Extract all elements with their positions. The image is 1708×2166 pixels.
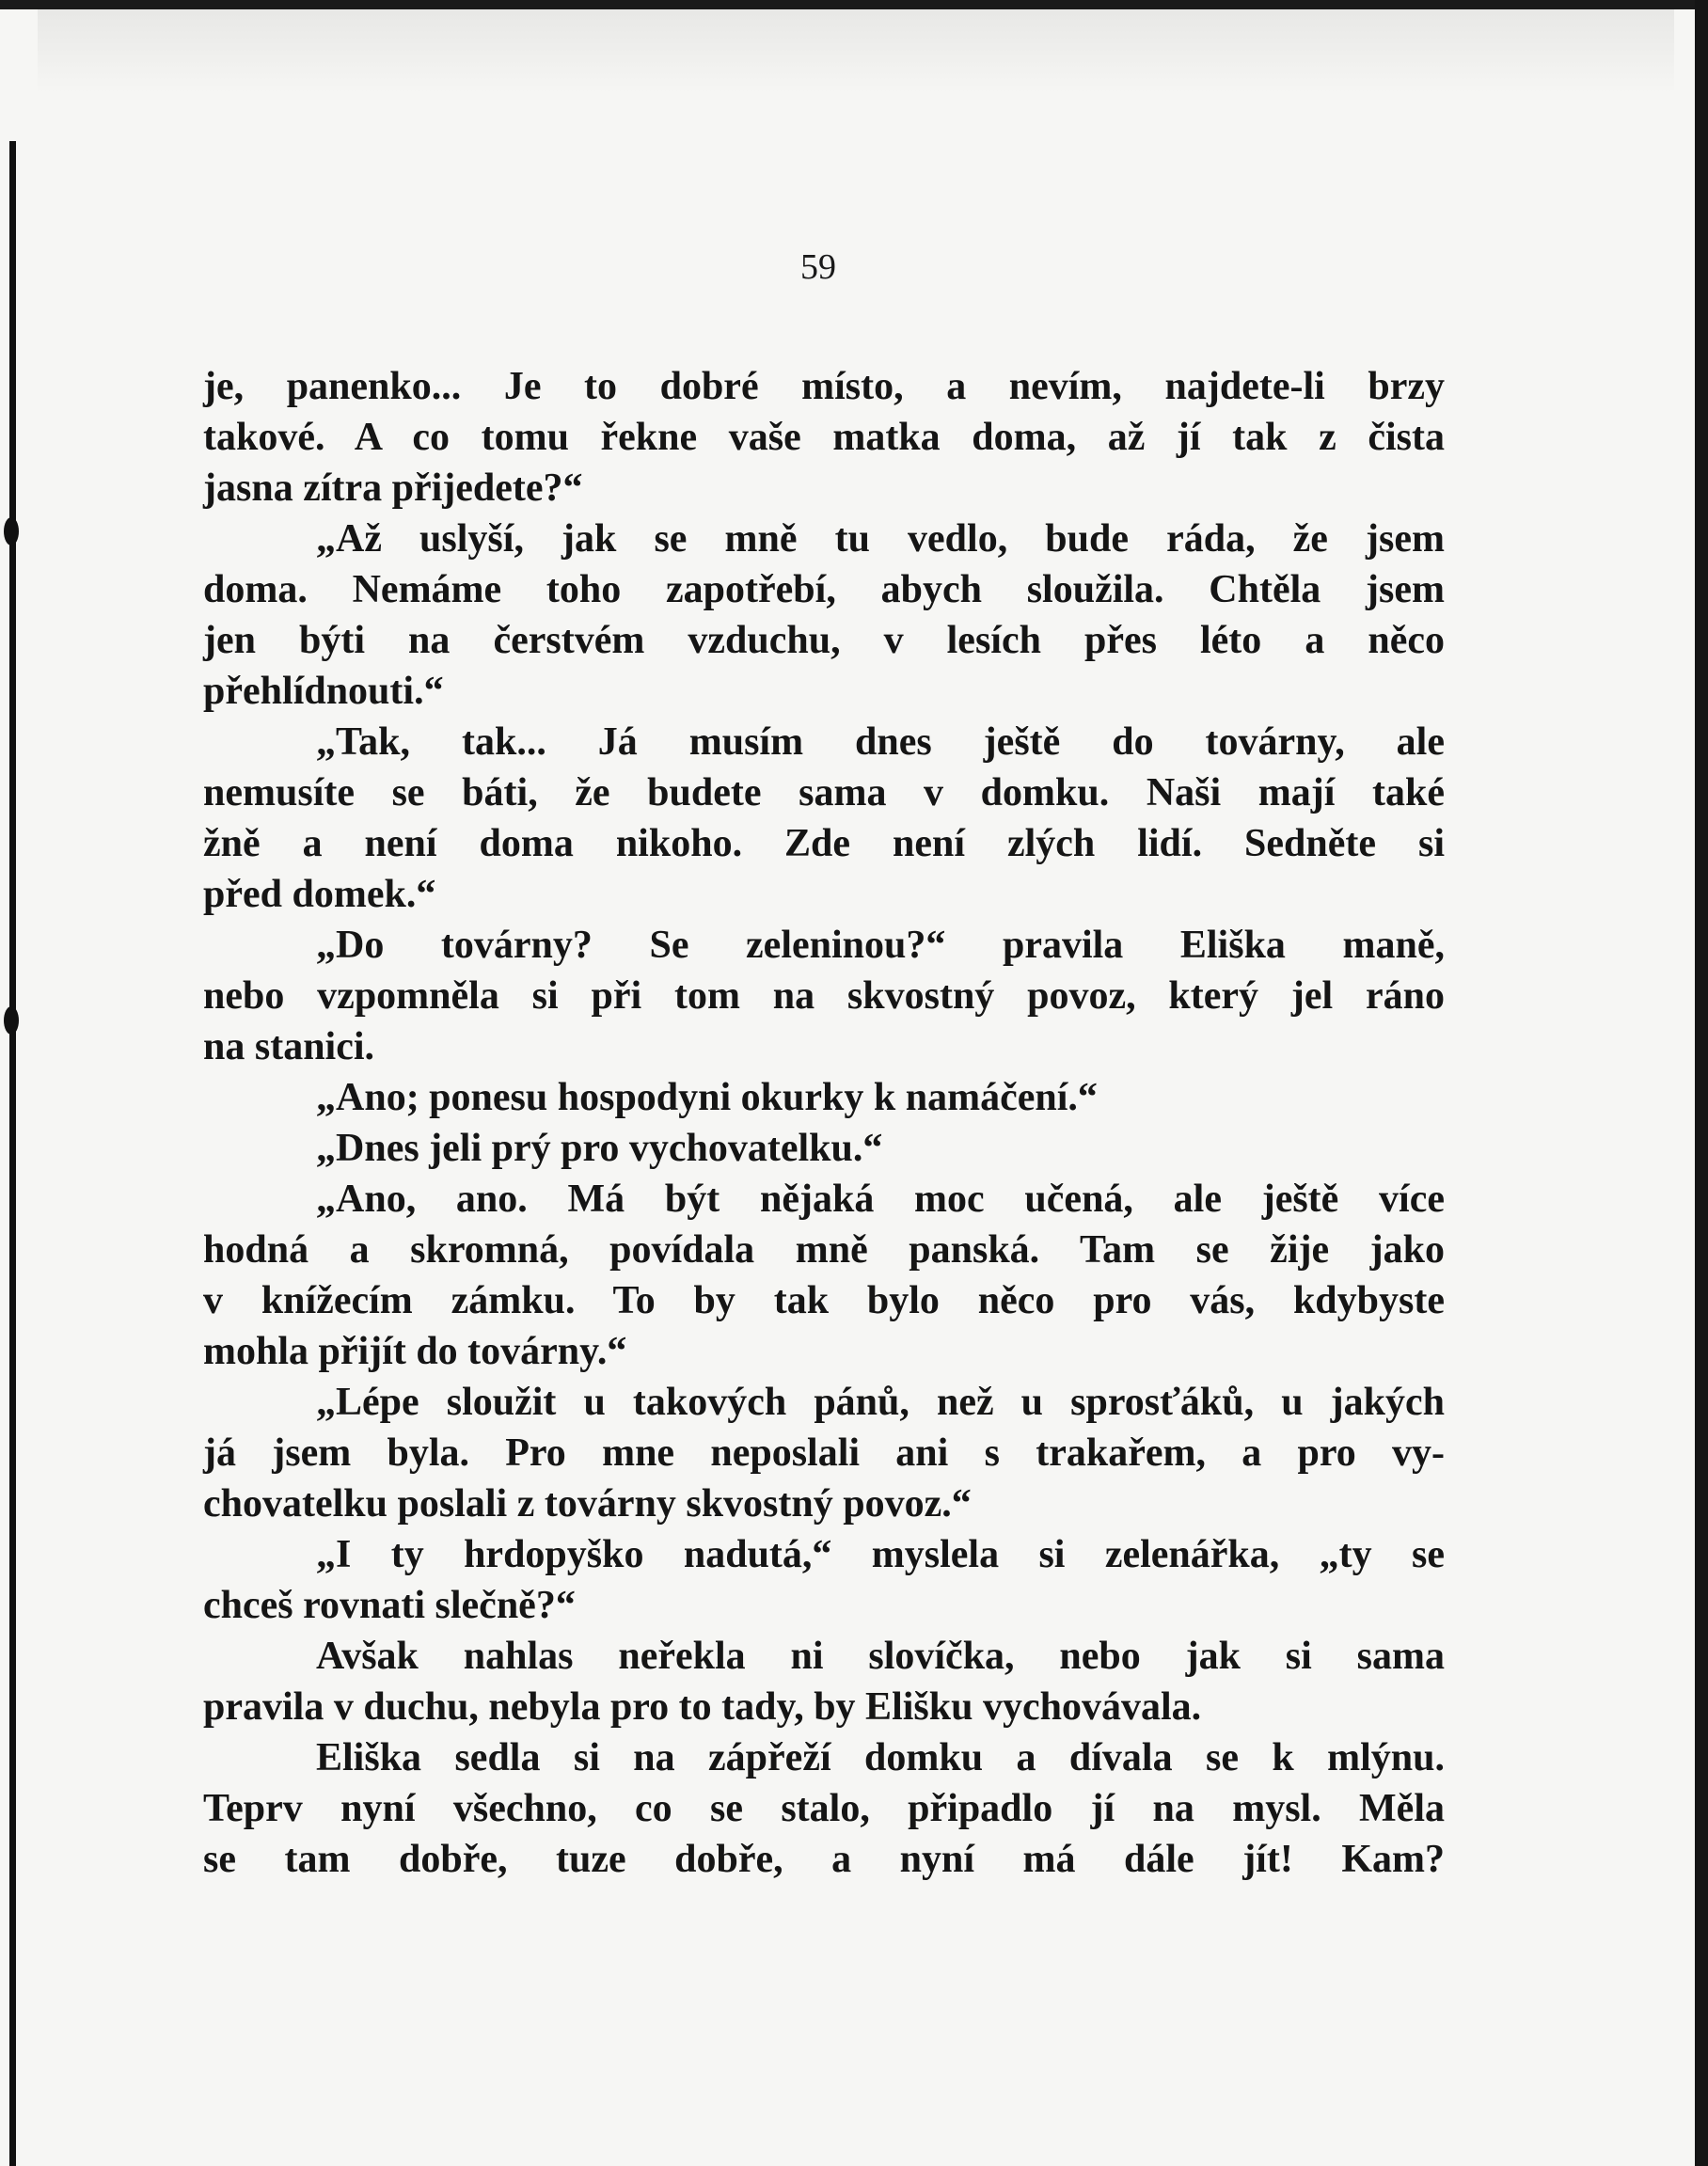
text-line: chovatelku poslali z továrny skvostný povoz.“	[203, 1482, 972, 1526]
text-line: „Ano; ponesu hospodyni okurky k namáčení.“	[316, 1076, 1098, 1119]
text-line: „Dnes jeli prý pro vychovatelku.“	[316, 1127, 883, 1170]
text-line: „I ty hrdopyško nadutá,“ myslela si zelenářka, „ty se	[316, 1533, 1445, 1576]
text-line: „Až uslyší, jak se mně tu vedlo, bude ráda, že jsem	[316, 517, 1445, 561]
text-line: „Lépe sloužit u takových pánů, než u sprosťáků, u jakých	[316, 1381, 1445, 1424]
text-line: „Ano, ano. Má být nějaká moc učená, ale ještě více	[316, 1178, 1445, 1221]
text-line: já jsem byla. Pro mne neposlali ani s trakařem, a pro vy-	[203, 1431, 1445, 1475]
text-line: nebo vzpomněla si při tom na skvostný povoz, který jel ráno	[203, 974, 1445, 1018]
text-line: Avšak nahlas neřekla ni slovíčka, nebo jak si sama	[316, 1635, 1445, 1678]
spine-mark	[4, 517, 19, 545]
scan-smudge	[38, 9, 1674, 94]
text-line: mohla přijít do továrny.“	[203, 1330, 627, 1373]
book-spine-edge	[9, 141, 16, 2166]
text-line: na stanici.	[203, 1025, 375, 1068]
text-line: takové. A co tomu řekne vaše matka doma, až jí tak z čista	[203, 416, 1445, 459]
text-line: Eliška sedla si na zápřeží domku a dívala se k mlýnu.	[316, 1736, 1445, 1779]
text-line: v knížecím zámku. To by tak bylo něco pro vás, kdybyste	[203, 1279, 1445, 1322]
text-line: Teprv nyní všechno, co se stalo, připadlo jí na mysl. Měla	[203, 1787, 1445, 1830]
text-line: se tam dobře, tuze dobře, a nyní má dále jít! Kam?	[203, 1838, 1445, 1881]
text-line: hodná a skromná, povídala mně panská. Tam se žije jako	[203, 1228, 1445, 1272]
spine-mark	[4, 1006, 19, 1035]
text-line: „Tak, tak... Já musím dnes ještě do továrny, ale	[316, 720, 1445, 764]
text-line: pravila v duchu, nebyla pro to tady, by Elišku vychovávala.	[203, 1685, 1202, 1729]
text-line: jen býti na čerstvém vzduchu, v lesích přes léto a něco	[203, 619, 1445, 662]
scan-edge-right	[1695, 0, 1708, 2166]
text-line: „Do továrny? Se zeleninou?“ pravila Eliška maně,	[316, 924, 1445, 967]
text-line: žně a není doma nikoho. Zde není zlých lidí. Sedněte si	[203, 822, 1445, 865]
scan-edge-top	[0, 0, 1708, 9]
text-line: chceš rovnati slečně?“	[203, 1584, 576, 1627]
text-line: přehlídnouti.“	[203, 670, 444, 713]
text-line: jasna zítra přijedete?“	[203, 466, 583, 510]
text-line: je, panenko... Je to dobré místo, a nevím, najdete-li brzy	[203, 365, 1445, 408]
body-text	[203, 361, 1445, 1885]
text-line: doma. Nemáme toho zapotřebí, abych sloužila. Chtěla jsem	[203, 568, 1445, 611]
text-line: před domek.“	[203, 873, 436, 916]
page-number: 59	[800, 247, 836, 287]
text-line: nemusíte se báti, že budete sama v domku. Naši mají také	[203, 771, 1445, 814]
